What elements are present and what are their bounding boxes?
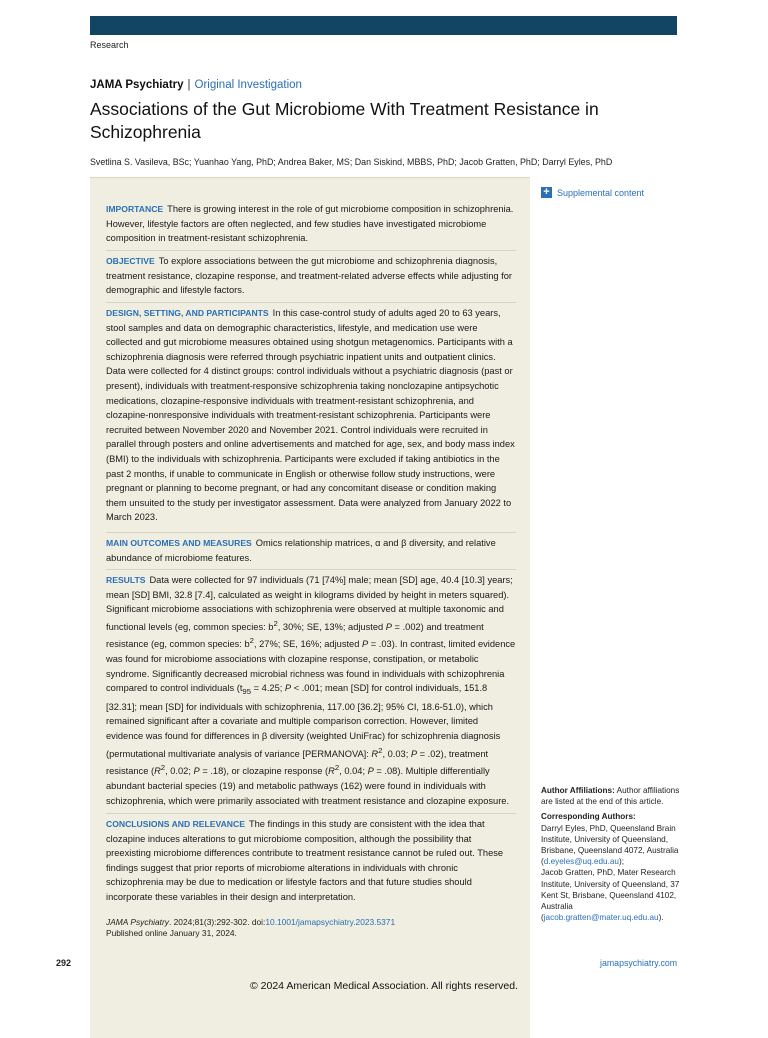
conclusions-heading: CONCLUSIONS AND RELEVANCE — [106, 819, 245, 829]
results-text: < .001; mean [SD] for control individuals, 151.8 [32.31]; mean [SD] for individuals with schizophrenia, 117.00 [36.2]; 95% CI, 18.6-51.0), which remained significant after a covariate and multiple comparison correction. However, limited evidence was found for differences in β diversity (weighted UniFrac) for schizophrenia diagnosis (permutational multivariate analysis of variance [PERMANOVA]: — [106, 683, 501, 759]
article-title: Associations of the Gut Microbiome With Treatment Resistance in Schizophrenia — [90, 99, 599, 142]
abstract-design — [106, 306, 516, 525]
supplemental-label: Supplemental content — [557, 187, 645, 198]
email-link[interactable]: d.eyeles@uq.edu.au — [543, 857, 619, 867]
section-label: Research — [90, 40, 129, 50]
results-text: , 0.04; — [339, 766, 368, 777]
page-number: 292 — [56, 958, 72, 968]
results-text: = .002) and treatment resistance (eg, common species: b — [106, 621, 484, 650]
corresponding-text: ); — [618, 857, 624, 867]
abstract-outcomes — [106, 536, 516, 565]
superscript: 2 — [160, 763, 166, 773]
section-divider — [106, 813, 516, 814]
journal-line — [90, 79, 302, 91]
conclusions-text: The findings in this study are consistent with the idea that clozapine induces alterations to gut microbiome composition, although the possibility that preexisting microbiome differences contribute to treatment resistance cannot be ruled out. These findings suggest that prior reports of microbiome alterations in individuals with chronic schizophrenia may be due to medication or lifestyle factors and that future studies should incorporate these variables in their design and interpretation. — [106, 819, 504, 902]
results-text: , 27%; SE, 16%; adjusted — [253, 639, 362, 650]
results-text: = .18), or clozapine response ( — [199, 766, 329, 777]
email-link[interactable]: jacob.gratten@mater.uq.edu.au — [543, 913, 659, 923]
doi-link[interactable]: 10.1001/jamapsychiatry.2023.5371 — [265, 917, 396, 927]
abstract-conclusions — [106, 817, 516, 905]
section-divider — [106, 532, 516, 533]
corresponding-eyles — [541, 823, 681, 868]
journal-name: JAMA Psychiatry — [90, 79, 184, 91]
affiliations-label: Author Affiliations: — [541, 786, 615, 795]
citation-journal: JAMA Psychiatry — [106, 917, 169, 927]
corresponding-text: ). — [658, 913, 664, 923]
design-heading: DESIGN, SETTING, AND PARTICIPANTS — [106, 308, 269, 318]
stat-symbol: P — [367, 766, 374, 777]
outcomes-text: Omics relationship matrices, α and β diversity, and relative abundance of microbiome features. — [106, 538, 496, 563]
superscript: 2 — [334, 763, 340, 773]
corresponding-text: Jacob Gratten, PhD, Mater Research Institute, University of Queensland, 37 Kent St, Brisbane, Queensland 4102, Australia ( — [541, 868, 680, 923]
author-sidebar — [541, 785, 681, 923]
results-text: = .03). In contrast, limited evidence was found for microbiome associations with clozapine response, constipation, or metabolic syndrome. Significantly decreased microbial richness was found in individuals with schizophrenia compared to control individuals (t — [106, 639, 516, 694]
importance-text: There is growing interest in the role of gut microbiome composition in schizophrenia. However, lifestyle factors are often neglected, and few studies have investigated microbiome composition in treatment-resistant schizophrenia. — [106, 204, 514, 244]
stat-symbol: P — [193, 766, 200, 777]
superscript: 2 — [249, 636, 254, 646]
stat-symbol: R — [371, 748, 379, 759]
plus-icon: + — [541, 187, 552, 198]
affiliations-text: Author affiliations are listed at the end of this article. — [541, 786, 680, 807]
results-text: = 4.25; — [251, 683, 285, 694]
section-divider — [106, 250, 516, 251]
results-text: Data were collected for 97 individuals (71 [74%] male; mean [SD] age, 40.4 [10.3] years; mean [SD] BMI, 32.8 [7.4], calculated as weight in kilograms divided by height in meters squared). Significant microbiome associations with schizophrenia were observed at multiple taxonomic and functional levels (eg, common species: b — [106, 575, 513, 632]
corresponding-label: Corresponding Authors: — [541, 812, 636, 822]
author-affiliations — [541, 785, 681, 807]
results-text: = .02), treatment resistance ( — [106, 748, 489, 777]
article-type-link[interactable]: Original Investigation — [194, 79, 302, 91]
published-date: Published online January 31, 2024. — [106, 928, 237, 938]
results-text: , 0.03; — [382, 748, 411, 759]
objective-heading: OBJECTIVE — [106, 256, 155, 266]
section-divider — [106, 302, 516, 303]
importance-heading: IMPORTANCE — [106, 204, 164, 214]
abstract-results — [106, 573, 516, 808]
supplemental-content-link[interactable] — [541, 187, 644, 198]
corresponding-text: Darryl Eyles, PhD, Queensland Brain Institute, University of Queensland, Brisbane, Queensland 4072, Australia ( — [541, 823, 679, 867]
section-divider — [106, 569, 516, 570]
abstract-importance — [106, 202, 516, 246]
citation — [106, 917, 516, 939]
corresponding-gratten — [541, 867, 681, 923]
top-banner — [90, 16, 677, 35]
subscript: 95 — [242, 687, 252, 697]
stat-symbol: R — [154, 766, 161, 777]
objective-text: To explore associations between the gut microbiome and schizophrenia diagnosis, treatment resistance, clozapine response, and treatment-related adverse effects while adjusting for demographic and lifestyle factors. — [106, 256, 513, 296]
results-text: , 30%; SE, 13%; adjusted — [277, 621, 386, 632]
stat-symbol: P — [385, 621, 392, 632]
superscript: 2 — [273, 618, 278, 628]
abstract-objective — [106, 254, 516, 298]
design-text: In this case-control study of adults aged 20 to 63 years, stool samples and data on demographic characteristics, lifestyle, and medication use were collected and gut microbiome measures obtained using shotgun metagenomics. Participants with a schizophrenia diagnosis were referred through psychiatric inpatient units and outpatient clinics. Data were collected for 4 distinct groups: control individuals without a psychiatric diagnosis (past or present), individuals with treatment-responsive schizophrenia taking nonclozapine antipsychotic medications, clozapine-responsive individuals with treatment-resistant schizophrenia, and clozapine-nonresponsive individuals with treatment-resistant schizophrenia. Participants were recruited between November 2020 and November 2021. Control individuals were recruited in parallel through posters and online advertisements and matched for age, sex, and body mass index (BMI) to the individuals with schizophrenia. Participants were excluded if taking antibiotics in the past 2 months, if unable to communicate in English or otherwise follow study instructions, were pregnant or planning to become pregnant, or had any concomitant disease or condition making them unsuited to the study per investigator assessment. Data were analyzed from January 2022 to March 2023. — [106, 308, 515, 523]
stat-symbol: P — [284, 683, 292, 694]
stat-symbol: R — [328, 766, 335, 777]
results-text: , 0.02; — [165, 766, 194, 777]
journal-separator: | — [187, 79, 191, 91]
results-text: = .08). Multiple differentially abundant bacterial species (19) and metabolic pathways (162) were found in individuals with schizophrenia, which were primarily associated with treatment resistance and clozapine exposure. — [106, 766, 510, 806]
copyright: © 2024 American Medical Association. All rights reserved. — [250, 980, 519, 992]
results-heading: RESULTS — [106, 575, 146, 585]
outcomes-heading: MAIN OUTCOMES AND MEASURES — [106, 538, 252, 548]
abstract-panel — [90, 177, 530, 1038]
author-list: Svetlina S. Vasileva, BSc; Yuanhao Yang, PhD; Andrea Baker, MS; Dan Siskind, MBBS, PhD; Jacob Gratten, PhD; Darryl Eyles, PhD — [90, 157, 613, 167]
site-link[interactable]: jamapsychiatry.com — [600, 958, 678, 968]
citation-details: . 2024;81(3):292-302. doi: — [168, 917, 266, 927]
superscript: 2 — [378, 745, 383, 755]
stat-symbol: P — [361, 639, 369, 650]
stat-symbol: P — [410, 748, 418, 759]
